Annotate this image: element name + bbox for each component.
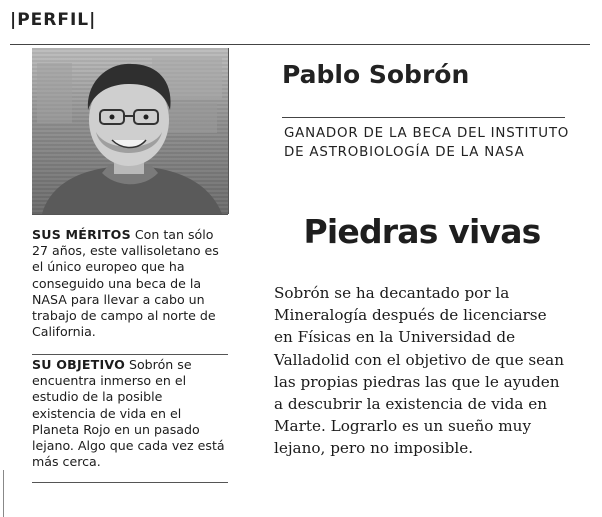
sidebar-bottom-rule — [32, 482, 228, 483]
sidebar-meritos — [32, 227, 228, 340]
profile-subtitle: GANADOR DE LA BECA DEL INSTITUTO DE ASTROBIOLOGÍA DE LA NASA — [284, 126, 570, 160]
profile-name: Pablo Sobrón — [282, 60, 470, 89]
photo-bottom-rule — [32, 214, 228, 215]
meritos-label: SUS MÉRITOS — [32, 227, 131, 242]
portrait-illustration — [32, 48, 228, 214]
headline: Piedras vivas — [303, 212, 541, 251]
name-rule — [282, 117, 565, 118]
section-tag: |PERFIL| — [10, 10, 97, 30]
portrait-photo — [32, 48, 229, 214]
objetivo-label: SU OBJETIVO — [32, 357, 125, 372]
objetivo-text: Sobrón se encuentra inmerso en el estudio de la posible existencia de vida en el Planeta Rojo en un pasado lejano. Algo que cada vez está más cerca. — [32, 357, 225, 470]
meritos-text: Con tan sólo 27 años, este vallisoletano es el único europeo que ha conseguido una beca de la NASA para llevar a cabo un trabajo de campo al norte de California. — [32, 227, 219, 340]
sidebar-objetivo — [32, 354, 228, 470]
article-body: Sobrón se ha decantado por la Mineralogía después de licenciarse en Físicas en la Universidad de Valladolid con el objetivo de que sean las propias piedras las que le ayuden a descubrir la existencia de vida en Marte. Lograrlo es un sueño muy lejano, pero no imposible. — [274, 284, 565, 458]
scan-edge-line — [3, 470, 4, 517]
top-rule — [10, 44, 590, 45]
